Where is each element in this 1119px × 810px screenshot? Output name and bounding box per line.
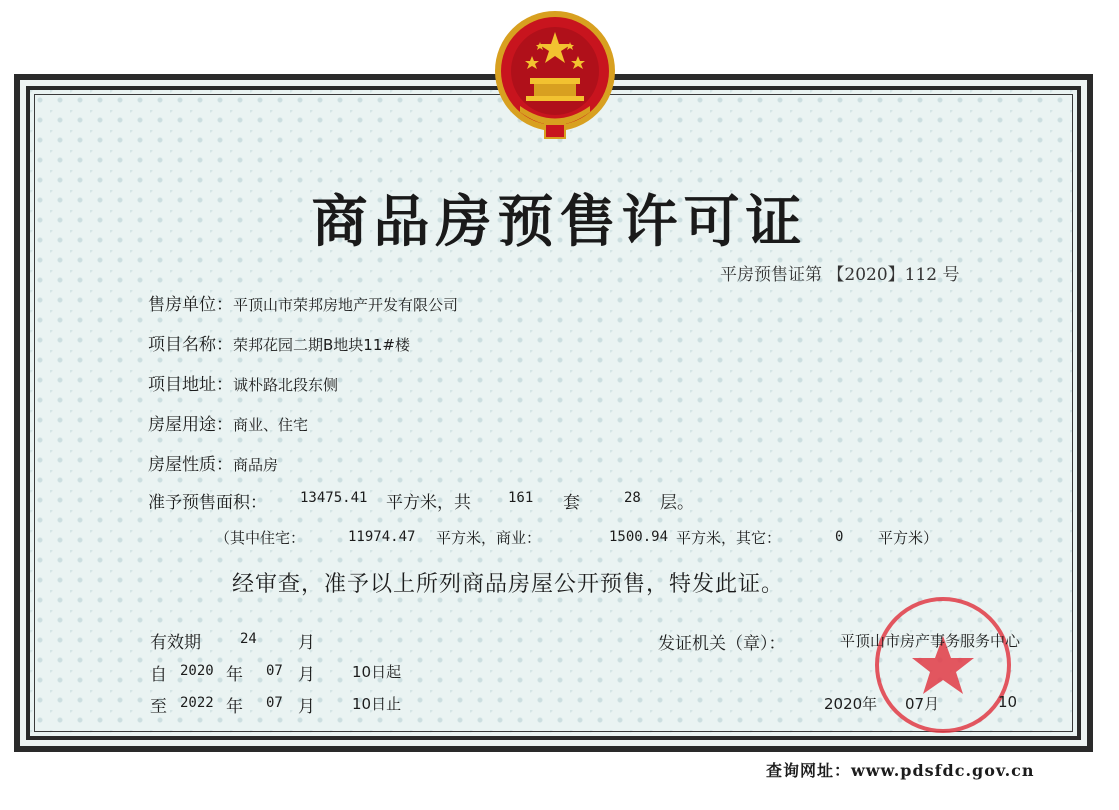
issue-year: 2020年 (824, 695, 878, 713)
from-label: 自 (150, 665, 167, 685)
to-label: 至 (150, 697, 167, 717)
units-value: 161 (508, 490, 534, 506)
project-address-row (148, 370, 338, 395)
usage-row (148, 410, 308, 435)
breakdown-prefix: （其中住宅： (215, 529, 306, 547)
certificate-title: 商品房预售许可证 (311, 190, 808, 255)
to-month-char: 月 (298, 697, 315, 717)
from-year: 2020 (180, 663, 214, 679)
issuer-label: 发证机关（章）： (658, 634, 786, 654)
certificate-number: 平房预售证第 【2020】112 号 (720, 265, 960, 285)
official-seal-icon (868, 590, 1018, 740)
area-unit-label: 平方米，共 (386, 493, 471, 513)
validity-months-label: 月 (298, 633, 315, 653)
from-day: 10日起 (352, 663, 402, 681)
from-month-char: 月 (298, 665, 315, 685)
nature-row (148, 450, 278, 475)
query-website: 查询网址：www.pdsfdc.gov.cn (766, 761, 1035, 780)
commercial-area-value: 1500.94 (609, 529, 669, 545)
seller-value: 平顶山市荣邦房地产开发有限公司 (233, 296, 459, 314)
seller-row (148, 290, 458, 315)
validity-months: 24 (240, 631, 257, 647)
from-year-char: 年 (226, 665, 243, 685)
project-name-value: 荣邦花园二期B地块11#楼 (233, 336, 410, 354)
issuer-name: 平顶山市房产事务服务中心 (840, 632, 1021, 650)
validity-label: 有效期 (150, 633, 201, 653)
other-area-value: 0 (835, 529, 844, 545)
usage-value: 商业、住宅 (233, 416, 309, 434)
units-label: 套 (563, 493, 580, 513)
project-name-label: 项目名称： (148, 335, 233, 355)
project-address-value: 诚朴路北段东侧 (233, 376, 339, 394)
floors-label: 层。 (660, 493, 694, 513)
national-emblem-icon (490, 6, 620, 146)
breakdown-suffix: 平方米） (878, 529, 939, 547)
to-year: 2022 (180, 695, 214, 711)
nature-label: 房屋性质： (148, 455, 233, 475)
to-day: 10日止 (352, 695, 402, 713)
project-address-label: 项目地址： (148, 375, 233, 395)
residential-area-value: 11974.47 (348, 529, 416, 545)
floors-value: 28 (624, 490, 641, 506)
issue-day: 10 (998, 693, 1018, 711)
from-month: 07 (266, 663, 283, 679)
issue-month: 07月 (905, 695, 940, 713)
usage-label: 房屋用途： (148, 415, 233, 435)
to-year-char: 年 (226, 697, 243, 717)
approval-statement: 经审查，准予以上所列商品房屋公开预售，特发此证。 (232, 572, 785, 597)
commercial-label: 平方米，商业： (436, 529, 542, 547)
seller-label: 售房单位： (148, 295, 233, 315)
to-month: 07 (266, 695, 283, 711)
total-area-value: 13475.41 (300, 490, 368, 506)
nature-value: 商品房 (233, 456, 279, 474)
area-label: 准予预售面积： (148, 493, 267, 513)
project-name-row (148, 330, 410, 355)
other-label: 平方米，其它： (676, 529, 782, 547)
